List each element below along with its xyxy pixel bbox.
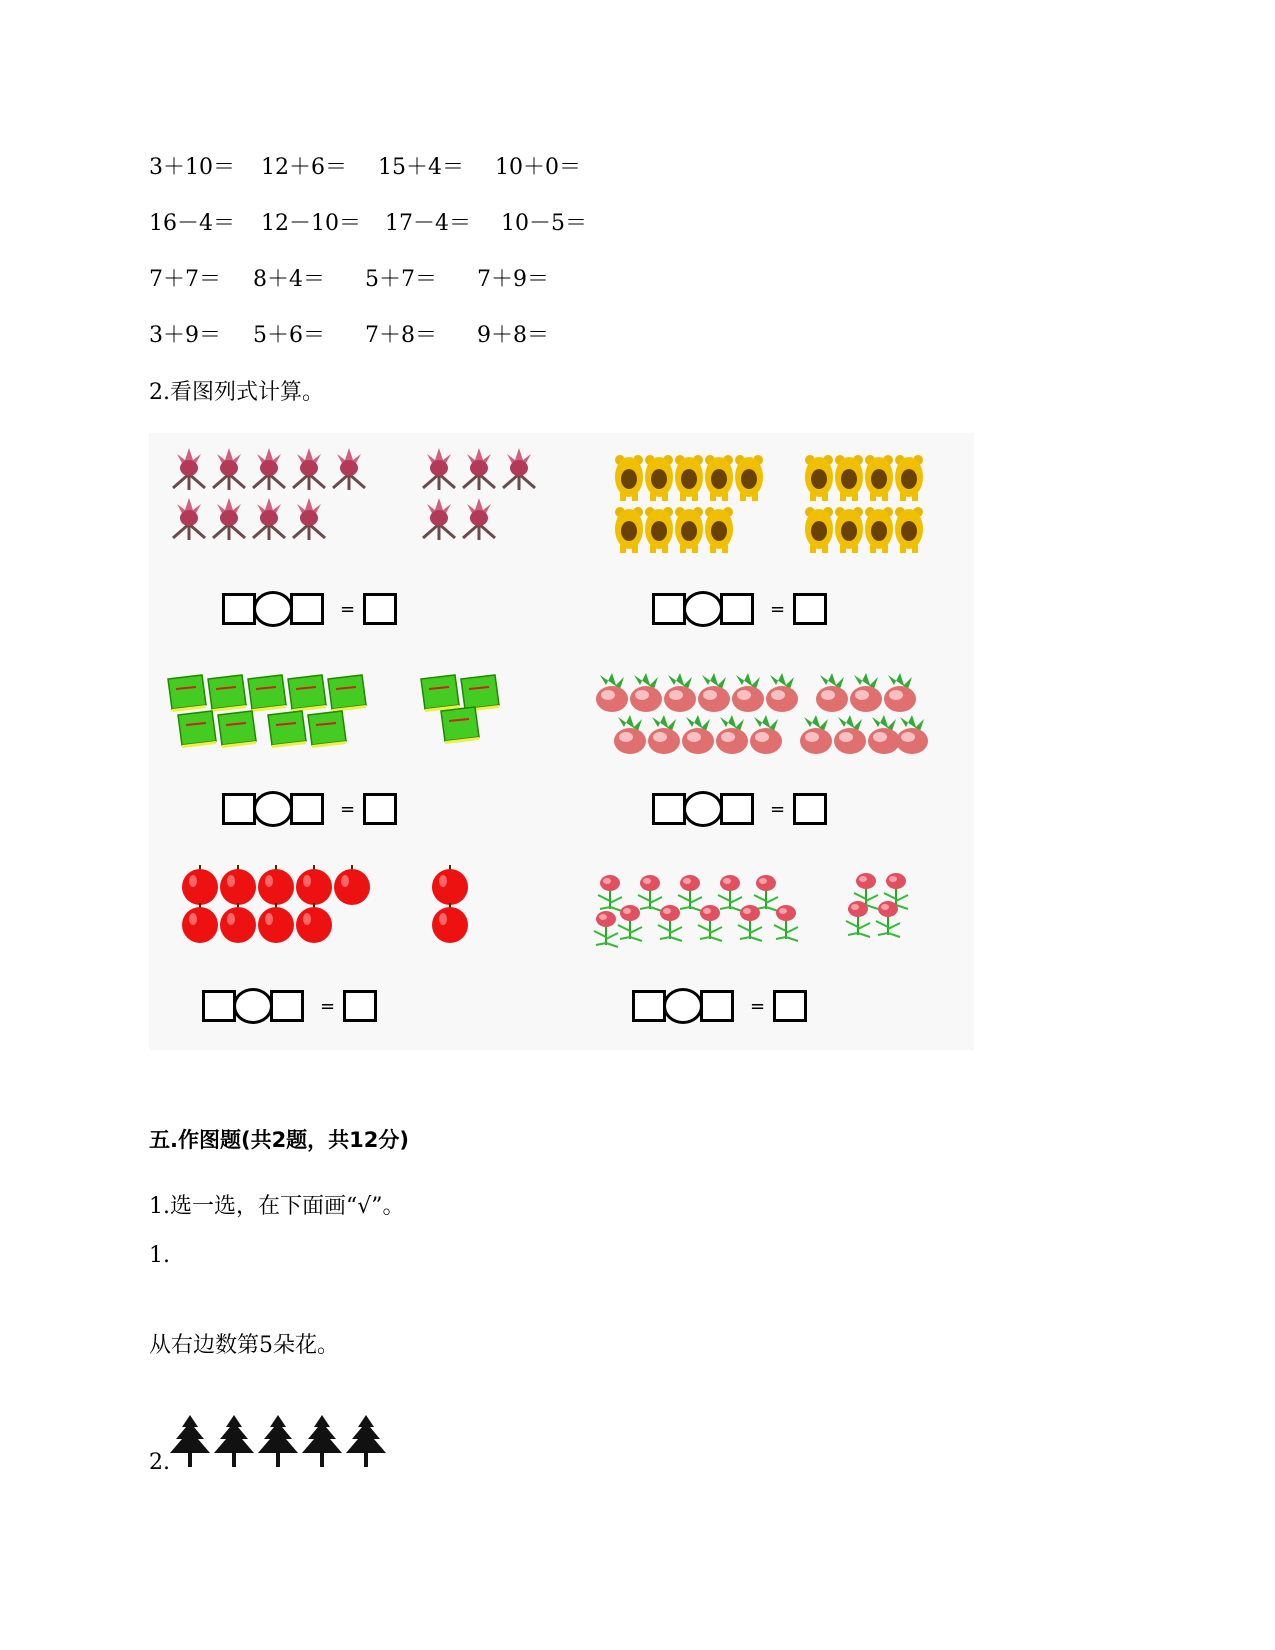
equation-boxes-2 <box>652 591 827 627</box>
equation: 12－10＝ <box>261 211 361 236</box>
equation: 8＋4＝ <box>253 267 325 292</box>
apples-image <box>181 863 481 953</box>
equation: 5＋7＝ <box>365 267 437 292</box>
panel-flowers <box>592 873 932 958</box>
panel-lotus <box>164 441 544 551</box>
tree-icon <box>302 1415 342 1467</box>
operator-circle[interactable] <box>663 988 703 1024</box>
tree-icon <box>170 1415 210 1467</box>
panel-bears <box>612 451 932 561</box>
operator-circle[interactable] <box>683 791 723 827</box>
result-box[interactable] <box>343 990 377 1022</box>
arith-row-1 <box>149 150 581 181</box>
panel-books <box>164 673 504 753</box>
equation: 7＋9＝ <box>477 267 549 292</box>
operator-circle[interactable] <box>233 988 273 1024</box>
operator-circle[interactable] <box>683 591 723 627</box>
equals-sign: = <box>770 798 786 820</box>
equation: 5＋6＝ <box>253 323 325 348</box>
lotus-flowers-image <box>164 441 544 551</box>
arith-row-4 <box>149 318 549 349</box>
result-box[interactable] <box>793 793 827 825</box>
equation: 7＋8＝ <box>365 323 437 348</box>
answer-box[interactable] <box>720 793 754 825</box>
tree-icon <box>346 1415 386 1467</box>
equation: 10＋0＝ <box>495 155 581 180</box>
equation: 12＋6＝ <box>261 155 347 180</box>
tree-icon <box>258 1415 298 1467</box>
answer-box[interactable] <box>290 793 324 825</box>
sub-question-1-label: 1. <box>149 1243 170 1268</box>
equals-sign: = <box>770 598 786 620</box>
answer-box[interactable] <box>700 990 734 1022</box>
equals-sign: = <box>340 798 356 820</box>
trees-image <box>168 1413 388 1469</box>
bears-image <box>612 451 932 561</box>
operator-circle[interactable] <box>253 591 293 627</box>
radishes-image <box>592 673 932 763</box>
sub-question-2-label: 2. <box>149 1450 170 1475</box>
answer-box[interactable] <box>222 593 256 625</box>
picture-equations-figure <box>149 433 974 1050</box>
section-5-heading: 五.作图题(共2题，共12分) <box>149 1128 410 1152</box>
equals-sign: = <box>340 598 356 620</box>
equation: 3＋10＝ <box>149 155 235 180</box>
books-image <box>164 673 504 753</box>
result-box[interactable] <box>363 593 397 625</box>
answer-box[interactable] <box>632 990 666 1022</box>
equation: 10－5＝ <box>501 211 587 236</box>
answer-box[interactable] <box>202 990 236 1022</box>
answer-box[interactable] <box>652 593 686 625</box>
equation: 3＋9＝ <box>149 323 221 348</box>
equation: 9＋8＝ <box>477 323 549 348</box>
section-5-question-1: 1.选一选，在下面画“√”。 <box>149 1194 405 1219</box>
equation-boxes-6 <box>632 988 807 1024</box>
flowers-image <box>592 873 932 958</box>
equation-boxes-1 <box>222 591 397 627</box>
panel-apples <box>181 863 481 953</box>
result-box[interactable] <box>793 593 827 625</box>
answer-box[interactable] <box>270 990 304 1022</box>
equation-boxes-3 <box>222 791 397 827</box>
result-box[interactable] <box>363 793 397 825</box>
sub-question-1-text: 从右边数第5朵花。 <box>149 1333 339 1358</box>
question-2-title: 2.看图列式计算。 <box>149 380 324 405</box>
result-box[interactable] <box>773 990 807 1022</box>
equation: 7＋7＝ <box>149 267 221 292</box>
equals-sign: = <box>320 995 336 1017</box>
equation: 15＋4＝ <box>378 155 464 180</box>
equation-boxes-5 <box>202 988 377 1024</box>
operator-circle[interactable] <box>253 791 293 827</box>
answer-box[interactable] <box>222 793 256 825</box>
answer-box[interactable] <box>290 593 324 625</box>
equation: 17－4＝ <box>385 211 471 236</box>
panel-radishes <box>592 673 932 763</box>
tree-icon <box>214 1415 254 1467</box>
answer-box[interactable] <box>720 593 754 625</box>
arith-row-2 <box>149 206 587 237</box>
trees-svg <box>168 1413 388 1469</box>
arith-row-3 <box>149 262 549 293</box>
equation-boxes-4 <box>652 791 827 827</box>
equals-sign: = <box>750 995 766 1017</box>
answer-box[interactable] <box>652 793 686 825</box>
equation: 16－4＝ <box>149 211 235 236</box>
